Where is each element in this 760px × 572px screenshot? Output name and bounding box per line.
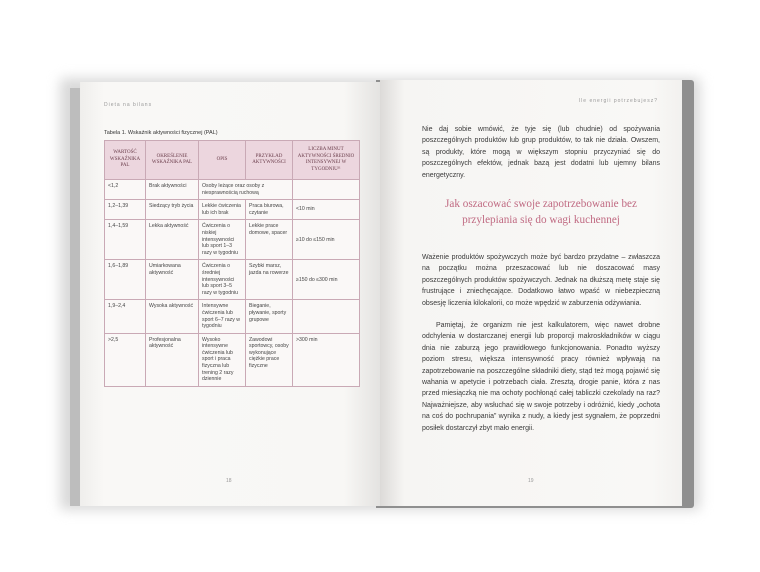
table-header-cell: WARTOŚĆ WSKAŹNIKA PAL [105,141,146,180]
left-running-head: Dieta na bilans [104,102,153,108]
table-cell: Bieganie, pływanie, sporty grupowe [246,300,293,333]
table-cell: >300 min [293,333,360,386]
table-row [105,220,360,260]
table-cell: >2,5 [105,333,146,386]
table-header-cell: OKREŚLENIE WSKAŹNIKA PAL [146,141,199,180]
table-header-cell: LICZBA MINUT AKTYWNOŚCI ŚREDNIO INTENSYWNEJ W TYGODNIU¹¹ [293,141,360,180]
section-heading: Jak oszacować swoje zapotrzebowanie bez przylepiania się do wagi kuchennej [445,198,637,226]
table-row [105,260,360,300]
table-cell: Ćwiczenia o średniej intensywności lub sport 3–5 razy w tygodniu [199,260,246,300]
table-row [105,180,360,200]
right-page-number: 19 [528,478,534,484]
body-paragraph: Nie daj sobie wmówić, że tyje się (lub chudnie) od spożywania poszczególnych produktów lub grup produktów, to tak nie działa. Owszem, są produkty, które mogą w większym stopniu przyczyniać się do poszczególnych efektów, jednak bazą jest dodatni lub ujemny bilans energetyczny. [422,126,660,179]
table-cell: Praca biurowa, czytanie [246,200,293,220]
table-cell: Umiarkowana aktywność [146,260,199,300]
table-row [105,333,360,386]
table-caption: Tabela 1. Wskaźnik aktywności fizycznej (PAL) [104,130,218,136]
table-cell: Siedzący tryb życia [146,200,199,220]
table-cell: <1,2 [105,180,146,200]
table-header-cell: OPIS [199,141,246,180]
table-cell: ≥150 do ≤300 min [293,260,360,300]
table-cell: 1,6–1,89 [105,260,146,300]
table-cell: Szybki marsz, jazda na rowerze [246,260,293,300]
left-page [80,82,380,506]
table-header-cell: PRZYKŁAD AKTYWNOŚCI [246,141,293,180]
left-page-number: 18 [226,478,232,484]
table-cell: Lekka aktywność [146,220,199,260]
table-header-row [105,141,360,180]
table-cell: Lekkie ćwiczenia lub ich brak [199,200,246,220]
table-cell: Wysoko intensywne ćwiczenia lub sport i praca fizyczna lub trening 2 razy dziennie [199,333,246,386]
table-cell: <10 min [293,200,360,220]
table-row [105,300,360,333]
table-cell [293,300,360,333]
right-page [380,80,682,506]
table-cell: Brak aktywności [146,180,199,200]
body-paragraph: Pamiętaj, że organizm nie jest kalkulatorem, więc nawet drobne odchylenia w dostarczanej energii lub proporcji makroskładników w ciągu dnia nie zaburzą jego prawidłowego funkcjonowania. Ponadto wyższy poziom stresu, większa intensywność pracy również wpływają na zapotrzebowanie na poszczególne składniki diety, stąd też mogą pojawić się wahania w apetycie i potrzebach ciała. Zresztą, drogie panie, która z nas przed miesiączką nie ma ochoty pochłonąć całej tabliczki czekolady na raz? Najważniejsze, aby wsłuchać się w swoje potrzeby i odróżnić, kiedy „ochota na coś do pochrupania” wynika z nudy, a kiedy jest sygnałem, że poprzedni posiłek dostarczył zbyt mało energii. [422,322,660,432]
table-cell: Ćwiczenia o niskiej intensywności lub sport 1–3 razy w tygodniu [199,220,246,260]
table-cell: Lekkie prace domowe, spacer [246,220,293,260]
table-cell: Osoby leżące oraz osoby z niesprawnością ruchową [199,180,293,200]
table-cell [293,180,360,200]
table-cell: 1,2–1,39 [105,200,146,220]
body-paragraph: Ważenie produktów spożywczych może być bardzo przydatne – zwłaszcza na początku można przeszacować lub nie doszacować masy poszczególnych produktów spożywczych. Jednak na dłuższą metę staje się frustrujące i zniechęcające. Dodatkowo łatwo wpaść w niebezpieczną obsesję liczenia kilokalorii, co może wpędzić w zaburzenia odżywiania. [422,254,660,307]
table-cell: Profesjonalna aktywność [146,333,199,386]
table-cell: ≥10 do ≤150 min [293,220,360,260]
table-cell: 1,4–1,59 [105,220,146,260]
table-cell: Intensywne ćwiczenia lub sport 6–7 razy w tygodniu [199,300,246,333]
right-running-head: Ile energii potrzebujesz? [578,98,658,104]
table-row [105,200,360,220]
table-cell: 1,9–2,4 [105,300,146,333]
table-cell: Zawodowi sportowcy, osoby wykonujące ciężkie prace fizyczne [246,333,293,386]
table-cell: Wysoka aktywność [146,300,199,333]
pal-table [104,140,360,387]
